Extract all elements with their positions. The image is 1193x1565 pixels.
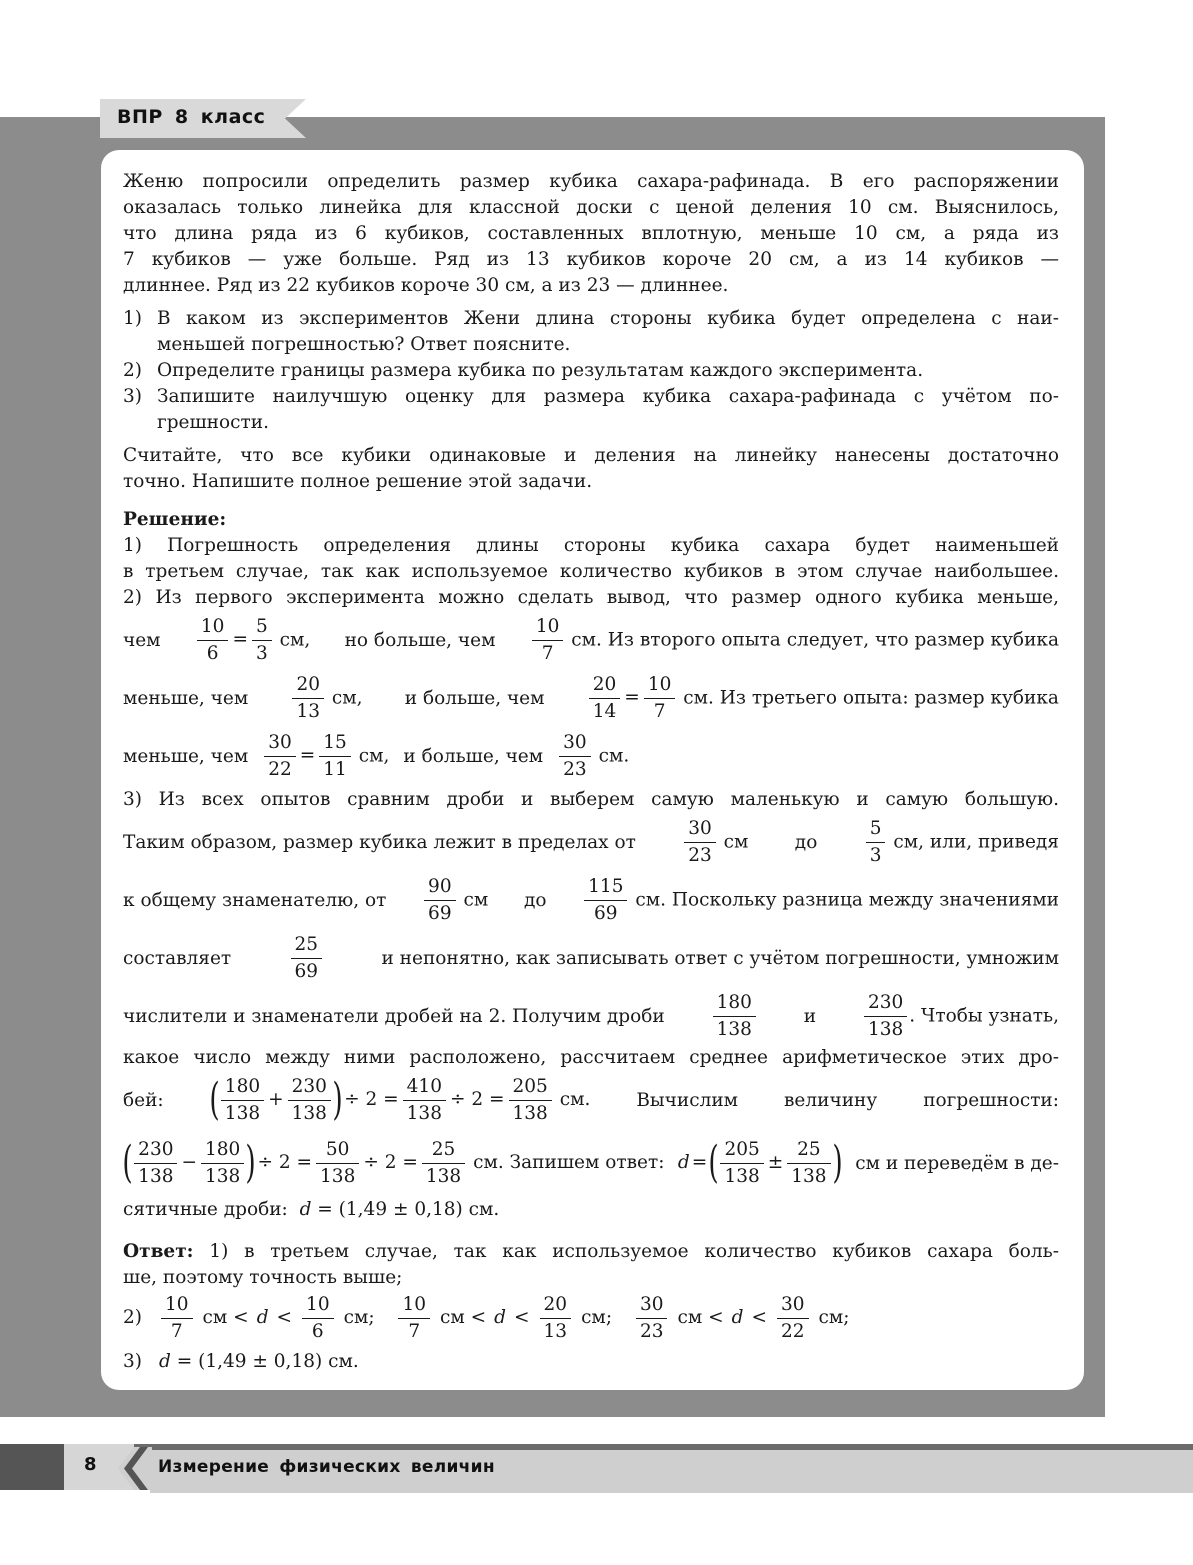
answer-line: ше, поэтому точность выше; bbox=[123, 1267, 403, 1288]
note-line: точно. Напишите полное решение этой задачи. bbox=[123, 471, 593, 492]
fraction: $\frac{180}{138}$ bbox=[715, 990, 754, 1043]
solution-line: сятичные дроби: d = (1,49 ± 0,18) см. bbox=[123, 1199, 500, 1220]
intro-line: длиннее. Ряд из 22 кубиков короче 30 см, а из 23 — длиннее. bbox=[123, 275, 729, 296]
question-line: грешности. bbox=[157, 412, 269, 433]
fraction: $\frac{205}{138}$ bbox=[511, 1074, 550, 1127]
formula-line: числители и знаменатели дробей на 2. Получим дроби $\frac{180}{138}$ и $\frac{230}{138}$ . Чтобы узнать, bbox=[123, 987, 1059, 1045]
footer-dark-block bbox=[0, 1444, 64, 1490]
solution-heading: Решение: bbox=[123, 509, 227, 530]
fraction: $\frac{205}{138}$ bbox=[722, 1137, 761, 1190]
question-item bbox=[123, 384, 1059, 436]
question-line: Запишите наилучшую оценку для размера кубика сахара-рафинада с учётом по- bbox=[157, 386, 1059, 407]
fraction: $\frac{20}{14}$ bbox=[591, 672, 619, 725]
fraction: $\frac{5}{3}$ bbox=[868, 816, 884, 869]
footer-bar bbox=[0, 1444, 1193, 1490]
fraction: $\frac{30}{22}$ bbox=[266, 730, 294, 783]
intro-line: Женю попросили определить размер кубика сахара-рафинада. В его распоряжении bbox=[123, 171, 1059, 192]
chevron-left-icon bbox=[118, 1444, 152, 1490]
solution-line: 1) Погрешность определения длины стороны кубика сахара будет наименьшей bbox=[123, 535, 1059, 556]
formula-line: чем $\frac{10}{6}$ = $\frac{5}{3}$ см, но больше, чем $\frac{10}{7}$ см. Из второго опыта следует, что размер кубика bbox=[123, 611, 1059, 669]
fraction: $\frac{5}{3}$ bbox=[254, 614, 270, 667]
fraction: $\frac{230}{138}$ bbox=[136, 1137, 175, 1190]
intro-line: 7 кубиков — уже больше. Ряд из 13 кубиков короче 20 см, а из 14 кубиков — bbox=[123, 249, 1059, 270]
fraction: $\frac{30}{23}$ bbox=[638, 1292, 666, 1345]
solution-line: 3) Из всех опытов сравним дроби и выберем самую маленькую и самую большую. bbox=[123, 789, 1059, 810]
fraction: $\frac{10}{7}$ bbox=[400, 1292, 428, 1345]
header-tab-label: ВПР 8 класс bbox=[117, 106, 266, 128]
fraction: $\frac{230}{138}$ bbox=[290, 1074, 329, 1127]
fraction: $\frac{30}{22}$ bbox=[779, 1292, 807, 1345]
question-number: 2) bbox=[123, 360, 142, 381]
formula-line: ( $\frac{230}{138}$ − $\frac{180}{138}$ )÷ 2 = $\frac{50}{138}$ ÷ 2 = $\frac{25}{138}$ см. Запишем ответ: d =( $\frac{205}{138}$ ± $\frac{25}{138}$ ) см и переведём в де- bbox=[122, 1137, 1059, 1188]
fraction: $\frac{10}{7}$ bbox=[534, 614, 562, 667]
fraction: $\frac{50}{138}$ bbox=[318, 1137, 357, 1190]
solution-line: какое число между ними расположено, рассчитаем среднее арифметическое этих дро- bbox=[123, 1047, 1059, 1068]
fraction: $\frac{30}{23}$ bbox=[561, 730, 589, 783]
solution-line: в третьем случае, так как используемое количество кубиков в этом случае наибольшее. bbox=[123, 561, 1059, 582]
fraction: $\frac{25}{138}$ bbox=[424, 1137, 463, 1190]
fraction: $\frac{10}{7}$ bbox=[646, 672, 674, 725]
fraction: $\frac{25}{69}$ bbox=[293, 932, 321, 985]
fraction: $\frac{25}{138}$ bbox=[789, 1137, 828, 1190]
formula-line: составляет $\frac{25}{69}$ и непонятно, как записывать ответ с учётом погрешности, умножим bbox=[123, 929, 1059, 987]
solution-line: 2) Из первого эксперимента можно сделать вывод, что размер одного кубика меньше, bbox=[123, 587, 1059, 608]
formula-line: к общему знаменателю, от $\frac{90}{69}$ см до $\frac{115}{69}$ см. Поскольку разница между значениями bbox=[123, 871, 1059, 929]
fraction: $\frac{20}{13}$ bbox=[542, 1292, 570, 1345]
fraction: $\frac{180}{138}$ bbox=[223, 1074, 262, 1127]
fraction: $\frac{10}{6}$ bbox=[199, 614, 227, 667]
intro-line: что длина ряда из 6 кубиков, составленных вплотную, меньше 10 см, а ряда из bbox=[123, 223, 1059, 244]
fraction: $\frac{115}{69}$ bbox=[586, 874, 625, 927]
answer-line: 3) d = (1,49 ± 0,18) см. bbox=[123, 1351, 359, 1372]
answer-bounds-line: 2) $\frac{10}{7}$ см < d < $\frac{10}{6}$ см; $\frac{10}{7}$ см < d < $\frac{20}{13}$ см; $\frac{30}{23}$ см < d < $\frac{30}{22}$ см; bbox=[123, 1291, 1059, 1345]
page-number: 8 bbox=[84, 1454, 97, 1475]
question-line: В каком из экспериментов Жени длина стороны кубика будет определена с наи- bbox=[157, 308, 1059, 329]
question-item bbox=[123, 358, 1059, 384]
formula-line: бей: ( $\frac{180}{138}$ + $\frac{230}{138}$ )÷ 2 = $\frac{410}{138}$ ÷ 2 = $\frac{205}{138}$ см. Вычислим величину погрешности: bbox=[123, 1074, 1059, 1125]
chapter-title: Измерение физических величин bbox=[158, 1457, 495, 1477]
formula-line: Таким образом, размер кубика лежит в пределах от $\frac{30}{23}$ см до $\frac{5}{3}$ см, или, приведя bbox=[123, 813, 1059, 871]
question-line: Определите границы размера кубика по результатам каждого эксперимента. bbox=[157, 360, 924, 381]
question-item bbox=[123, 306, 1059, 358]
question-line: меньшей погрешностью? Ответ поясните. bbox=[157, 334, 571, 355]
task-content bbox=[123, 169, 1059, 1379]
fraction: $\frac{30}{23}$ bbox=[686, 816, 714, 869]
fraction: $\frac{15}{11}$ bbox=[321, 730, 349, 783]
header-tab bbox=[100, 99, 306, 138]
fraction: $\frac{20}{13}$ bbox=[294, 672, 322, 725]
formula-line: меньше, чем $\frac{20}{13}$ см, и больше, чем $\frac{20}{14}$ = $\frac{10}{7}$ см. Из третьего опыта: размер кубика bbox=[123, 669, 1059, 727]
question-number: 1) bbox=[123, 308, 142, 329]
fraction: $\frac{180}{138}$ bbox=[203, 1137, 242, 1190]
question-number: 3) bbox=[123, 386, 142, 407]
answer-line: Ответ: 1) в третьем случае, так как используемое количество кубиков сахара боль- bbox=[123, 1241, 1059, 1262]
fraction: $\frac{10}{6}$ bbox=[304, 1292, 332, 1345]
formula-line: меньше, чем $\frac{30}{22}$ = $\frac{15}{11}$ см, и больше, чем $\frac{30}{23}$ см. bbox=[123, 727, 1059, 785]
fraction: $\frac{230}{138}$ bbox=[866, 990, 905, 1043]
fraction: $\frac{410}{138}$ bbox=[405, 1074, 444, 1127]
fraction: $\frac{10}{7}$ bbox=[163, 1292, 191, 1345]
intro-line: оказалась только линейка для классной доски с ценой деления 10 см. Выяснилось, bbox=[123, 197, 1059, 218]
note-line: Считайте, что все кубики одинаковые и деления на линейку нанесены достаточно bbox=[123, 445, 1059, 466]
fraction: $\frac{90}{69}$ bbox=[426, 874, 454, 927]
